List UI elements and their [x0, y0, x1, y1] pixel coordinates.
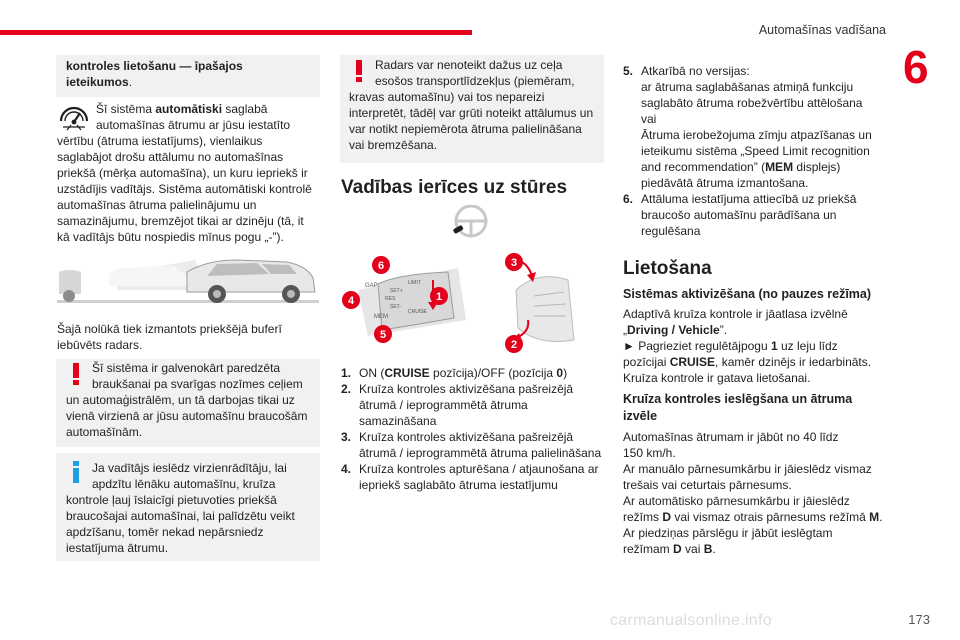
- info-text-line: iestatījuma ātrumu.: [66, 541, 169, 555]
- auto-para-line: priekšā (mērķa automašīna), un kuru iepriekš ir: [57, 166, 308, 180]
- para-line: ► Pagrieziet regulētājpogu 1 uz leju līdz: [623, 339, 838, 353]
- warning-text-line: un automaģistrālēm, un tā darbojas tikai uz: [66, 393, 295, 407]
- warning-text-line: esošos transportlīdzekļus (piemēram,: [375, 74, 575, 88]
- para-line: Automašīnas ātrumam ir jābūt no 40 līdz: [623, 430, 839, 444]
- limit-label: LIMIT: [408, 280, 421, 286]
- warning-text-line: automašīnām.: [66, 425, 143, 439]
- info-icon: [73, 461, 79, 483]
- list-item-5: 5. Atkarībā no versijas: ar ātruma saglabāšanas atmiņā funkciju saglabāto ātruma robežvērtību attēlošana vai Ātruma ierobežojuma zīmju atpazīšanas un ieteikumu sistēma „Speed Limit recognition and recommendation” (MEM displejs) piedāvātā ātruma izmantošana.: [623, 64, 872, 190]
- chapter-title: Automašīnas vadīšana: [758, 23, 886, 37]
- info-text-line: apdzītu lēnāku automašīnu, kruīza: [92, 477, 276, 491]
- para-line: Ar manuālo pārnesumkārbu ir jāieslēdz vismaz: [623, 462, 872, 476]
- auto-para-line: saglabājot drošu attālumu no automašīnas: [57, 150, 284, 164]
- warning-text-line: vai bremzēšana.: [349, 138, 438, 152]
- list-item-3: 3. Kruīza kontroles aktivizēšana pašreizējā ātrumā / ieprogrammētā ātruma palielināšana: [341, 430, 602, 460]
- car-radar-illustration: [57, 252, 319, 310]
- mem-label: MEM: [374, 314, 388, 320]
- note-box-top-text: kontroles lietošanu — īpašajos ieteikumos.: [66, 59, 243, 89]
- callout-1: 1: [435, 291, 443, 303]
- para-line: trešais vai ceturtais pārnesums.: [623, 478, 792, 492]
- callout-6: 6: [377, 260, 385, 272]
- para-line: režīms D vai vismaz otrais pārnesums režīmā M.: [623, 510, 883, 524]
- warning-text-line: Šī sistēma ir galvenokārt paredzēta: [92, 361, 281, 375]
- para-line: Kruīza kontrole ir gatava lietošanai.: [623, 371, 811, 385]
- para-line: 150 km/h.: [623, 446, 676, 460]
- res-label: RES: [385, 296, 396, 302]
- warning-icon: [356, 60, 362, 82]
- warning-text-line: Radars var nenoteikt dažus uz ceļa: [375, 58, 563, 72]
- auto-para-line: kā vadītājs būtu nospiedis mīnus pogu „-”).: [57, 230, 284, 244]
- section-heading-controls: Vadības ierīces uz stūres: [341, 177, 568, 198]
- chapter-number: 6: [903, 41, 929, 93]
- callout-2: 2: [510, 339, 518, 351]
- callout-4: 4: [347, 295, 355, 307]
- auto-para-first: Šī sistēma automātiski saglabā: [96, 102, 268, 116]
- section-heading-usage: Lietošana: [623, 258, 712, 279]
- set-plus-label: SET+: [390, 288, 403, 294]
- auto-para-line: automašīnas ātruma palielinājumu un: [57, 198, 257, 212]
- adaptive-cruise-icon: [57, 103, 91, 133]
- steering-controls-diagram: [338, 250, 606, 356]
- para-line: Adaptīvā kruīza kontrole ir jāatlasa izvēlnē: [623, 307, 848, 321]
- warning-text-line: braukšanai pa svarīgas nozīmes ceļiem: [92, 377, 303, 391]
- para-line: Ar automātisko pārnesumkārbu ir jāieslēdz: [623, 494, 850, 508]
- set-minus-label: SET-: [390, 304, 402, 310]
- chapter-color-bar: [0, 30, 472, 35]
- subheading-speed-line: izvēle: [623, 409, 658, 423]
- para-line: „Driving / Vehicle”.: [623, 323, 728, 337]
- info-text-line: braucošajai automašīnai, lai palīdzētu veikt: [66, 509, 295, 523]
- auto-para-line: samazinājumu, bremzējot tikai ar dzinēju (tā, it: [57, 214, 304, 228]
- para-line: režīmam D vai B.: [623, 542, 716, 556]
- para-line: Ar piedziņas pārslēgu ir jābūt ieslēgtam: [623, 526, 833, 540]
- list-item-2: 2. Kruīza kontroles aktivizēšana pašreizējā ātrumā / ieprogrammētā ātruma samazināšana: [341, 382, 574, 428]
- auto-para-line: vērtību (ātruma iestatījums), vienlaikus: [57, 134, 263, 148]
- warning-text-line: kravas automašīnu) vai tos nepareizi: [349, 90, 545, 104]
- info-text-line: apdzīšanu, tomēr nekad nepārsniedz: [66, 525, 264, 539]
- warning-text-line: interpretēt, tādēļ var grūti noteikt attālumus un: [349, 106, 594, 120]
- gap-label: GAP: [365, 283, 378, 289]
- steering-wheel-icon: [450, 205, 492, 241]
- radar-para-line: iebūvēts radars.: [57, 338, 143, 352]
- info-text-line: Ja vadītājs ieslēdz virzienrādītāju, lai: [92, 461, 287, 475]
- cruise-label: CRUISE: [408, 309, 427, 315]
- warning-icon: [73, 363, 79, 385]
- subheading-activation: Sistēmas aktivizēšana (no pauzes režīma): [623, 287, 872, 301]
- watermark: carmanualsonline.info: [610, 612, 772, 629]
- callout-5: 5: [379, 329, 387, 341]
- page-number: 173: [908, 612, 930, 627]
- para-line: pozīcijai CRUISE, kamēr dzinējs ir iedarbināts.: [623, 355, 872, 369]
- callout-3: 3: [510, 257, 518, 269]
- warning-text-line: var notikt nepiemērota ātruma palielināšana: [349, 122, 582, 136]
- subheading-speed-line: Kruīza kontroles ieslēgšana un ātruma: [623, 392, 853, 406]
- info-text-line: kontrole ļauj īslaicīgi pietuvoties priekšā: [66, 493, 277, 507]
- list-item-6: 6. Attāluma iestatījuma attiecībā uz priekšā braucošo automašīnu parādīšana un regulēšana: [623, 192, 857, 238]
- auto-para-line: automašīnas ātrumu ar jūsu iestatīto: [96, 118, 291, 132]
- list-item-1: 1. ON (CRUISE pozīcija)/OFF (pozīcija 0): [341, 366, 568, 380]
- warning-text-line: vienā virzienā ar jūsu automašīnu braucošām: [66, 409, 308, 423]
- auto-para-line: uzstādījis vadītājs. Sistēma automātiski kontrolē: [57, 182, 312, 196]
- list-item-4: 4. Kruīza kontroles apturēšana / atjaunošana ar iepriekš saglabāto ātruma iestatījumu: [341, 462, 599, 492]
- radar-para-line: Šajā nolūkā tiek izmantots priekšējā buferī: [57, 322, 282, 336]
